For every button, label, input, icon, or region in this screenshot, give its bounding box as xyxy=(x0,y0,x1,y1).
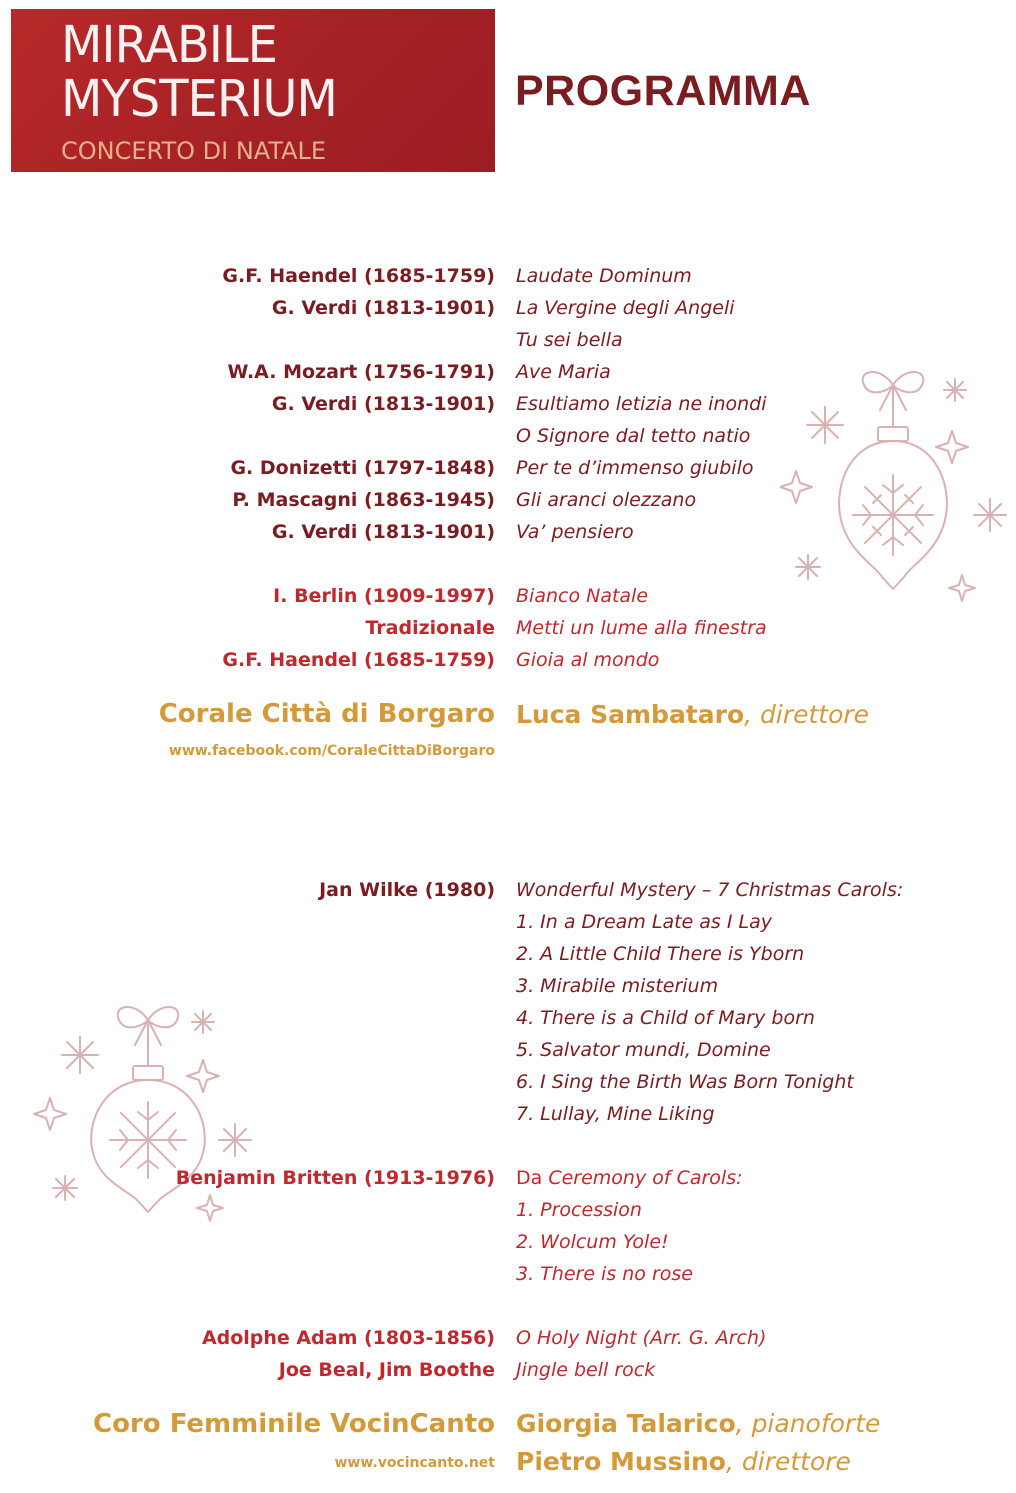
program-row xyxy=(0,516,1016,548)
work-title: Gioia al mondo xyxy=(516,649,660,671)
program-row xyxy=(0,874,1016,906)
program-row xyxy=(0,292,1016,324)
work-title: Per te d’immenso giubilo xyxy=(516,457,754,479)
work-title: Jingle bell rock xyxy=(516,1359,656,1381)
work-title: Esultiamo letizia ne inondi xyxy=(516,393,767,415)
work-title-text: Ceremony of Carols: xyxy=(542,1167,743,1189)
program-row xyxy=(0,1162,1016,1194)
work-title: Ave Maria xyxy=(516,361,611,383)
pianist-name: Giorgia Talarico xyxy=(516,1409,736,1438)
program-row xyxy=(0,388,1016,420)
work-title: 2. Wolcum Yole! xyxy=(516,1231,669,1253)
composer: P. Mascagni (1863-1945) xyxy=(232,489,495,511)
work-title: 1. In a Dream Late as I Lay xyxy=(516,911,772,933)
composer: G.F. Haendel (1685-1759) xyxy=(222,265,495,287)
work-title: Metti un lume alla finestra xyxy=(516,617,767,639)
work-title: Va’ pensiero xyxy=(516,521,634,543)
program-row xyxy=(0,1194,1016,1226)
work-title: Tu sei bella xyxy=(516,329,623,351)
choir-website-link[interactable]: www.vocincanto.net xyxy=(334,1455,495,1471)
program-row xyxy=(0,612,1016,644)
program-row xyxy=(0,970,1016,1002)
composer: I. Berlin (1909-1997) xyxy=(273,585,495,607)
composer: W.A. Mozart (1756-1791) xyxy=(227,361,495,383)
work-title: 7. Lullay, Mine Liking xyxy=(516,1103,715,1125)
work-title: 2. A Little Child There is Yborn xyxy=(516,943,805,965)
work-title: Bianco Natale xyxy=(516,585,649,607)
director-credit xyxy=(516,700,869,729)
composer: Jan Wilke (1980) xyxy=(319,879,495,901)
director-name: Pietro Mussino xyxy=(516,1447,726,1476)
work-title: La Vergine degli Angeli xyxy=(516,297,735,319)
pianist-role: , pianoforte xyxy=(735,1409,881,1438)
work-title: 5. Salvator mundi, Domine xyxy=(516,1039,771,1061)
program-row xyxy=(0,484,1016,516)
work-title: Gli aranci olezzano xyxy=(516,489,697,511)
work-title: O Holy Night (Arr. G. Arch) xyxy=(516,1327,767,1349)
program-row xyxy=(0,420,1016,452)
program-row xyxy=(0,1098,1016,1130)
program-row xyxy=(0,938,1016,970)
composer: Tradizionale xyxy=(365,617,495,639)
program-row xyxy=(0,1034,1016,1066)
director-credit xyxy=(516,1447,851,1476)
composer: Benjamin Britten (1913-1976) xyxy=(175,1167,495,1189)
program-row xyxy=(0,644,1016,676)
work-title xyxy=(516,1162,743,1194)
work-title: 4. There is a Child of Mary born xyxy=(516,1007,815,1029)
work-title: 3. There is no rose xyxy=(516,1263,693,1285)
program-row xyxy=(0,452,1016,484)
work-title: Wonderful Mystery – 7 Christmas Carols: xyxy=(516,879,904,901)
program-row xyxy=(0,1066,1016,1098)
choir-name: Coro Femminile VocinCanto xyxy=(93,1409,495,1439)
program-row xyxy=(0,1226,1016,1258)
program-row xyxy=(0,356,1016,388)
composer: Adolphe Adam (1803-1856) xyxy=(201,1327,495,1349)
program-row xyxy=(0,1322,1016,1354)
program-row xyxy=(0,580,1016,612)
work-title: 3. Mirabile misterium xyxy=(516,975,719,997)
program-row xyxy=(0,906,1016,938)
choir-name: Corale Città di Borgaro xyxy=(158,699,495,729)
composer: G. Donizetti (1797-1848) xyxy=(230,457,495,479)
banner-subtitle: CONCERTO DI NATALE xyxy=(61,137,327,165)
composer: G. Verdi (1813-1901) xyxy=(271,297,495,319)
work-title: 6. I Sing the Birth Was Born Tonight xyxy=(516,1071,854,1093)
work-title: 1. Procession xyxy=(516,1199,642,1221)
program-row xyxy=(0,1354,1016,1386)
banner-title-line2: MYSTERIUM xyxy=(61,69,337,129)
title-banner xyxy=(11,9,495,172)
work-title: Laudate Dominum xyxy=(516,265,692,287)
composer: G.F. Haendel (1685-1759) xyxy=(222,649,495,671)
composer: Joe Beal, Jim Boothe xyxy=(278,1359,495,1381)
program-row xyxy=(0,1002,1016,1034)
work-title: O Signore dal tetto natio xyxy=(516,425,751,447)
director-name: Luca Sambataro xyxy=(516,700,745,729)
director-role: , direttore xyxy=(726,1447,851,1476)
choir-website-link[interactable]: www.facebook.com/CoraleCittaDiBorgaro xyxy=(168,743,495,759)
page-title: PROGRAMMA xyxy=(515,67,811,115)
banner-title-line1: MIRABILE xyxy=(61,15,277,75)
program-row xyxy=(0,260,1016,292)
program-row xyxy=(0,324,1016,356)
composer: G. Verdi (1813-1901) xyxy=(271,521,495,543)
program-row xyxy=(0,1258,1016,1290)
work-prefix: Da xyxy=(516,1167,543,1189)
director-role: , direttore xyxy=(744,700,870,729)
pianist-credit xyxy=(516,1409,880,1438)
composer: G. Verdi (1813-1901) xyxy=(271,393,495,415)
